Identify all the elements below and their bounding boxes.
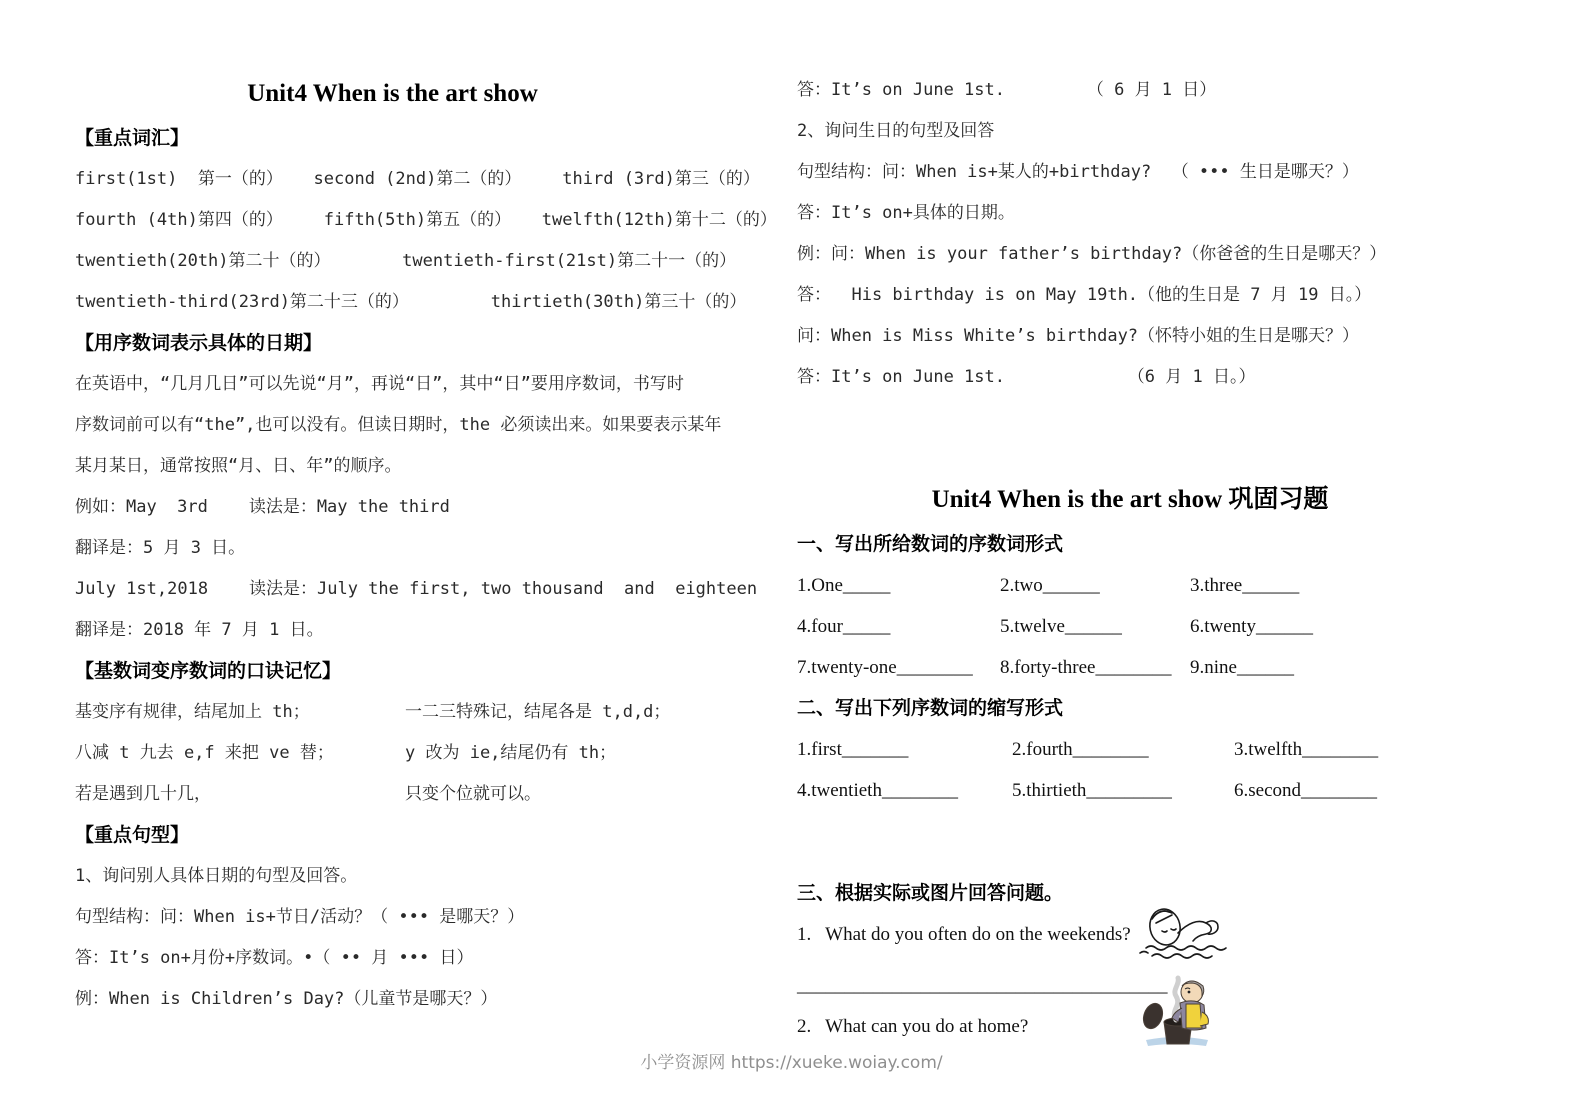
date-line: 某月某日，通常按照“月、日、年”的顺序。 — [75, 456, 402, 476]
fill-blank-item: 4.four_____ — [797, 616, 891, 637]
date-line: 翻译是：5 月 3 日。 — [75, 538, 246, 558]
date-line: 在英语中，“几月几日”可以先说“月”，再说“日”，其中“日”要用序数词，书写时 — [75, 374, 684, 394]
fill-blank-item: 1.first_______ — [797, 739, 909, 760]
vocab-line: fourth (4th)第四（的） fifth(5th)第五（的） twelfth(12th)第十二（的） — [75, 210, 777, 230]
fill-blank-item: 6.twenty______ — [1190, 616, 1313, 637]
rhyme-left: 基变序有规律，结尾加上 th； — [75, 702, 310, 722]
fill-blank-item: 2.two______ — [1000, 575, 1100, 596]
question-1: 1. What do you often do on the weekends? — [797, 924, 1131, 945]
page-title: Unit4 When is the art show — [247, 80, 538, 107]
date-line: 例如：May 3rd 读法是：May the third — [75, 497, 450, 517]
fill-blank-item: 7.twenty-one________ — [797, 657, 973, 678]
answer-line: 答：It’s on+具体的日期。 — [797, 203, 1015, 223]
sentence-line: 例：When is Children’s Day?（儿童节是哪天？） — [75, 989, 498, 1009]
fill-blank-item: 6.second________ — [1234, 780, 1378, 801]
vocab-heading: 【重点词汇】 — [75, 128, 190, 149]
date-line: 序数词前可以有“the”,也可以没有。但读日期时，the 必须读出来。如果要表示某年 — [75, 415, 722, 435]
fill-blank-item: 4.twentieth________ — [797, 780, 958, 801]
sentence-line: 句型结构：问：When is+节日/活动？（ ••• 是哪天？） — [75, 907, 525, 927]
fill-blank-item: 3.twelfth________ — [1234, 739, 1379, 760]
section-line: 2、询问生日的句型及回答 — [797, 121, 995, 141]
sentence-heading: 【重点句型】 — [75, 825, 190, 846]
rhyme-line — [75, 692, 780, 733]
exercise1-grid — [797, 565, 1403, 688]
date-heading: 【用序数词表示具体的日期】 — [75, 333, 323, 354]
vocab-line: twentieth(20th)第二十（的） twentieth-first(21st)第二十一（的） — [75, 251, 737, 271]
fill-blank-item: 3.three______ — [1190, 575, 1300, 596]
fill-blank-item: 9.nine______ — [1190, 657, 1294, 678]
vocab-line: twentieth-third(23rd)第二十三（的） thirtieth(30th)第三十（的） — [75, 292, 747, 312]
swimmer-icon — [1138, 901, 1243, 963]
rhyme-heading: 【基数词变序数词的口诀记忆】 — [75, 661, 342, 682]
question-line: 问：When is Miss White’s birthday?（怀特小姐的生日是哪天？） — [797, 326, 1360, 346]
exercise-title: Unit4 When is the art show 巩固习题 — [931, 486, 1329, 513]
answer-blank-line: _______________________________________ — [797, 975, 1168, 996]
date-line: 翻译是：2018 年 7 月 1 日。 — [75, 620, 324, 640]
exercise1-heading: 一、写出所给数词的序数词形式 — [797, 534, 1064, 555]
exercise2-heading: 二、写出下列序数词的缩写形式 — [797, 698, 1064, 719]
example-line: 例：问：When is your father’s birthday?（你爸爸的生日是哪天？） — [797, 244, 1387, 264]
fill-blank-item: 2.fourth________ — [1012, 739, 1149, 760]
fill-blank-item: 5.twelve______ — [1000, 616, 1122, 637]
sentence-line: 1、询问别人具体日期的句型及回答。 — [75, 866, 358, 886]
footer-source-text: 小学资源网 https://xueke.woiay.com/ — [640, 1053, 943, 1073]
pattern-line: 句型结构：问：When is+某人的+birthday? （ ••• 生日是哪天？） — [797, 162, 1359, 182]
fill-blank-item: 8.forty-three________ — [1000, 657, 1172, 678]
rhyme-left: 八减 t 九去 e,f 来把 ve 替； — [75, 743, 334, 763]
vocab-line: first(1st) 第一（的） second (2nd)第二（的） third (3rd)第三（的） — [75, 169, 760, 189]
rhyme-right: 一二三特殊记，结尾各是 t,d,d； — [405, 702, 671, 722]
answer-line: 答：It’s on June 1st. （6 月 1 日。） — [797, 367, 1256, 387]
question-2: 2. What can you do at home? — [797, 1016, 1029, 1037]
rhyme-line — [75, 733, 780, 774]
cook-icon — [1136, 970, 1216, 1048]
cooking-illustration — [1136, 970, 1216, 1053]
date-line: July 1st,2018 读法是：July the first, two thousand and eighteen — [75, 579, 758, 599]
swimming-illustration — [1138, 901, 1243, 968]
exercise2-grid — [797, 729, 1403, 811]
left-column — [75, 70, 780, 1020]
fill-blank-item: 1.One_____ — [797, 575, 891, 596]
rhyme-line — [75, 774, 780, 815]
answer-line: 答：It’s on June 1st. （ 6 月 1 日） — [797, 80, 1217, 100]
sentence-line: 答：It’s on+月份+序数词。•（ •• 月 ••• 日） — [75, 948, 474, 968]
rhyme-right: 只变个位就可以。 — [405, 784, 541, 804]
fill-blank-item: 5.thirtieth_________ — [1012, 780, 1172, 801]
rhyme-right: y 改为 ie,结尾仍有 th； — [405, 743, 617, 763]
rhyme-left: 若是遇到几十几， — [75, 784, 211, 804]
exercise3-heading: 三、根据实际或图片回答问题。 — [797, 883, 1064, 904]
answer-line: 答： His birthday is on May 19th.（他的生日是 7 月 19 日。） — [797, 285, 1372, 305]
right-column — [797, 70, 1403, 1047]
